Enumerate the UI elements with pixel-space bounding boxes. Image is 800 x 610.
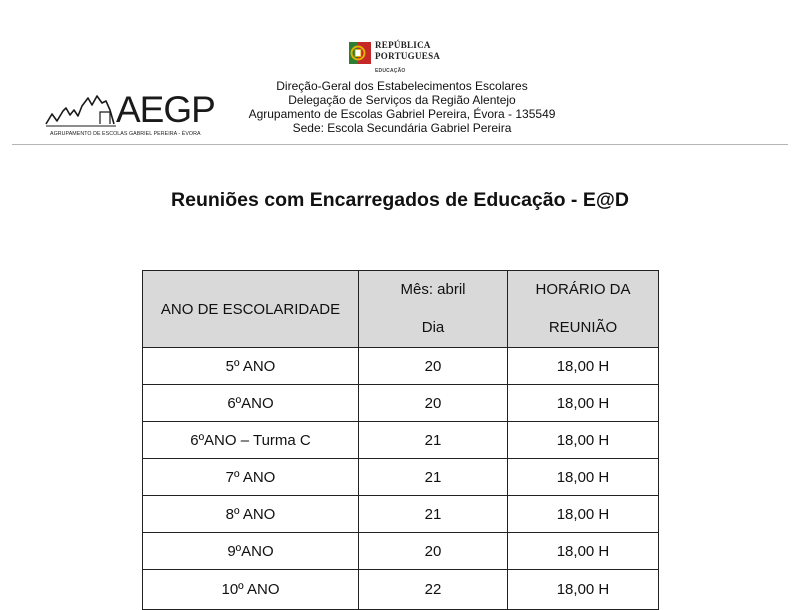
republica-portuguesa-logo (349, 38, 441, 78)
aegp-caption: AGRUPAMENTO DE ESCOLAS GABRIEL PEREIRA - ÉVORA (50, 131, 201, 137)
table-row (143, 385, 659, 422)
cell-dia: 21 (359, 496, 508, 533)
aegp-wordmark: AEGP (116, 89, 215, 130)
table-header-row (143, 271, 659, 348)
document-title: Reuniões com Encarregados de Educação - E@D (171, 189, 629, 211)
cell-ano: 7º ANO (143, 459, 359, 496)
cell-dia: 21 (359, 422, 508, 459)
cell-dia: 21 (359, 459, 508, 496)
header-reuniao-label: REUNIÃO (548, 319, 618, 336)
school-building-icon (44, 88, 124, 134)
cell-dia: 22 (359, 570, 508, 610)
cell-horario: 18,00 H (508, 348, 659, 385)
table-row (143, 422, 659, 459)
cell-horario: 18,00 H (508, 496, 659, 533)
header-mes-label: Mês: abril (400, 281, 466, 298)
cell-ano: 6ºANO (143, 385, 359, 422)
educacao-label: EDUCAÇÃO (375, 68, 406, 74)
table-row (143, 348, 659, 385)
page-header (0, 0, 800, 150)
cell-dia: 20 (359, 348, 508, 385)
portuguesa-label: PORTUGUESA (375, 51, 441, 61)
cell-ano: 8º ANO (143, 496, 359, 533)
header-dia-label: Dia (421, 319, 445, 336)
cell-horario: 18,00 H (508, 459, 659, 496)
cell-horario: 18,00 H (508, 533, 659, 570)
meetings-table (142, 270, 659, 610)
cell-ano: 9ºANO (143, 533, 359, 570)
cell-dia: 20 (359, 385, 508, 422)
table-row (143, 570, 659, 610)
republica-label: REPÚBLICA (375, 40, 431, 50)
portuguese-emblem-icon (349, 40, 371, 66)
cell-ano: 10º ANO (143, 570, 359, 610)
header-horario-label: HORÁRIO DA (535, 281, 631, 298)
cell-dia: 20 (359, 533, 508, 570)
delegation-line: Delegação de Serviços da Região Alentejo (288, 93, 516, 107)
header-ano-escolaridade: ANO DE ESCOLARIDADE (143, 271, 359, 348)
cell-horario: 18,00 H (508, 385, 659, 422)
cell-ano: 5º ANO (143, 348, 359, 385)
school-info-block (226, 79, 578, 135)
agrupamento-line: Agrupamento de Escolas Gabriel Pereira, Évora - 135549 (248, 107, 556, 121)
table-row (143, 459, 659, 496)
cell-horario: 18,00 H (508, 422, 659, 459)
table-row (143, 533, 659, 570)
header-horario (508, 271, 659, 348)
header-mes-dia (359, 271, 508, 348)
header-divider (12, 144, 788, 145)
sede-line: Sede: Escola Secundária Gabriel Pereira (292, 121, 512, 135)
cell-ano: 6ºANO – Turma C (143, 422, 359, 459)
table-row (143, 496, 659, 533)
cell-horario: 18,00 H (508, 570, 659, 610)
directorate-line: Direção-Geral dos Estabelecimentos Escolares (276, 79, 528, 93)
aegp-logo (44, 88, 234, 140)
